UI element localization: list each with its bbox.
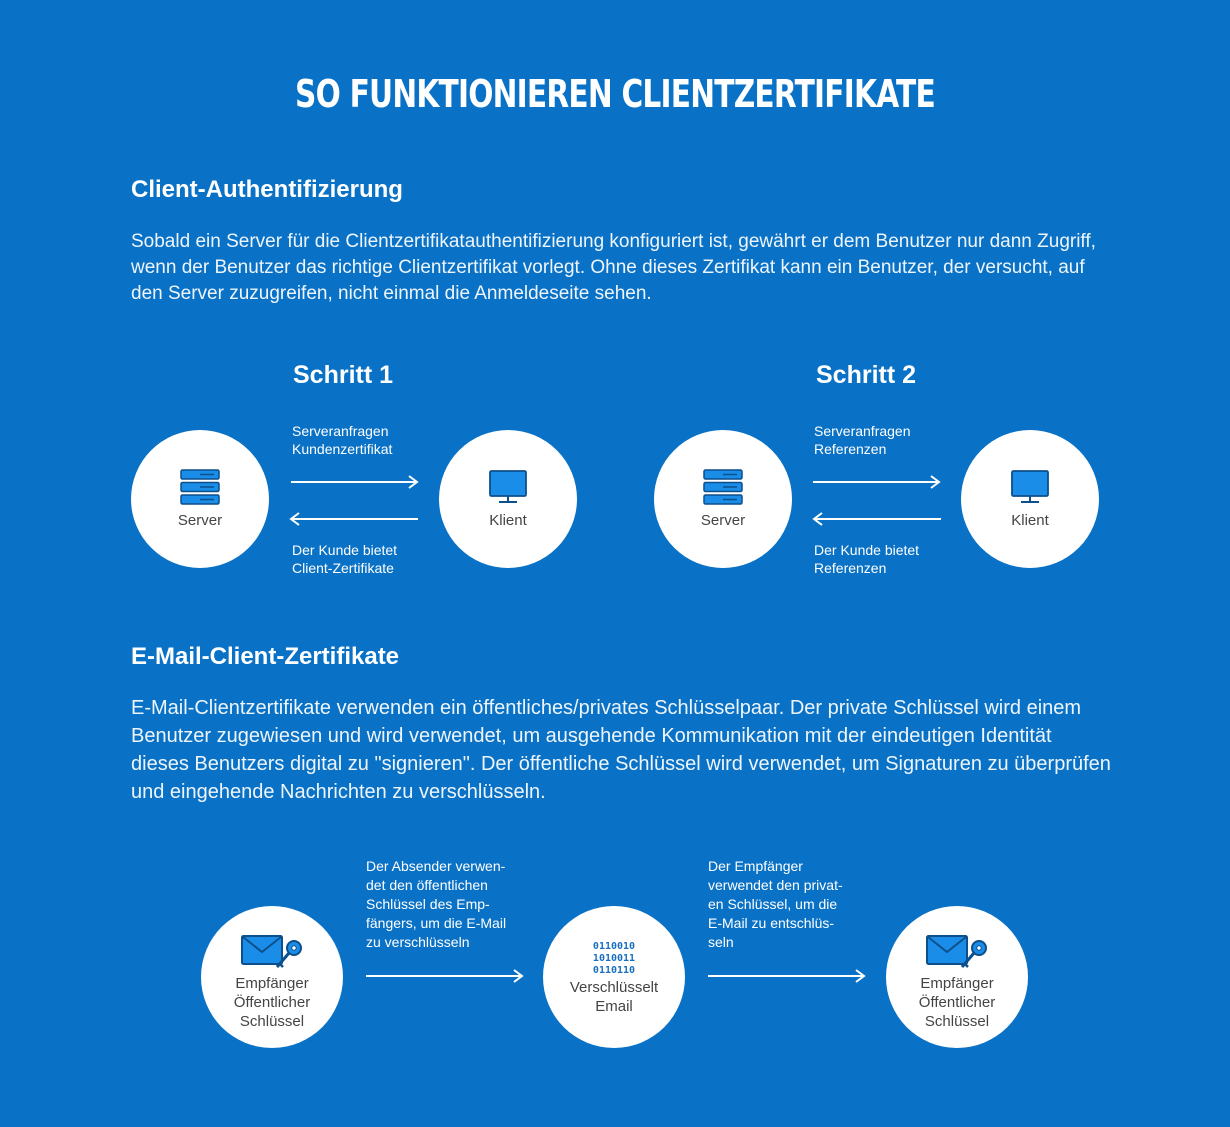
monitor-icon bbox=[488, 469, 528, 505]
step1-request-line2: Kundenzertifikat bbox=[292, 441, 393, 457]
email-step1-line: zu verschlüsseln bbox=[366, 934, 470, 950]
section-heading-email: E-Mail-Client-Zertifikate bbox=[131, 643, 400, 670]
step1-server-label: Server bbox=[177, 511, 223, 529]
step2-request-label bbox=[814, 422, 911, 458]
email-node2-label bbox=[570, 978, 658, 1016]
step2-request-line2: Referenzen bbox=[814, 441, 887, 457]
envelope-key-icon bbox=[925, 934, 989, 972]
step-title-1: Schritt 1 bbox=[292, 361, 394, 389]
step1-client-node bbox=[439, 430, 577, 568]
step2-client-label: Klient bbox=[1011, 511, 1049, 529]
email-node1-line: Öffentlicher bbox=[233, 993, 311, 1011]
email-step2-line: verwendet den privat- bbox=[708, 877, 843, 893]
email-node1-line: Empfänger bbox=[235, 974, 309, 992]
email-node2-line: Verschlüsselt bbox=[569, 979, 659, 996]
step1-client-label: Klient bbox=[489, 511, 527, 529]
email-arrow-2 bbox=[707, 966, 869, 986]
svg-text:0110010: 0110010 bbox=[592, 941, 636, 952]
email-node1-label bbox=[234, 974, 310, 1031]
email-step1-line: Schlüssel des Emp- bbox=[366, 896, 490, 912]
envelope-key-icon bbox=[240, 934, 304, 972]
email-node2-line: Email bbox=[595, 998, 633, 1015]
step1-response-line2: Client-Zertifikate bbox=[292, 560, 394, 576]
email-step2-line: en Schlüssel, um die bbox=[708, 896, 838, 912]
step2-arrow-left bbox=[811, 509, 943, 529]
section-body-client-auth: Sobald ein Server für die Clientzertifikatauthentifizierung konfiguriert ist, gewährt er dem Benutzer nur dann Zugriff, wenn der Benutzer das richtige Clientzertifikat vorlegt. Ohne dieses Zertifikat kann ein Benutzer, der versucht, auf den Server zuzugreifen, nicht einmal die Anmeldeseite sehen. bbox=[131, 231, 1096, 304]
email-node-recipient-public-key bbox=[201, 906, 343, 1048]
section-heading-client-auth: Client-Authentifizierung bbox=[131, 176, 403, 203]
email-node3-line: Öffentlicher bbox=[918, 993, 996, 1011]
svg-text:0110110: 0110110 bbox=[592, 965, 636, 974]
step2-response-label bbox=[814, 541, 919, 577]
step2-client-node bbox=[961, 430, 1099, 568]
server-icon bbox=[703, 469, 743, 505]
step1-response-line1: Der Kunde bietet bbox=[292, 542, 398, 558]
step1-request-label bbox=[292, 422, 392, 458]
email-step1-line: Der Absender verwen- bbox=[366, 858, 506, 874]
email-step2-line: Der Empfänger bbox=[708, 858, 803, 874]
step1-arrow-left bbox=[288, 509, 420, 529]
step2-response-line2: Referenzen bbox=[814, 560, 887, 576]
binary-code-icon bbox=[591, 940, 637, 974]
svg-text:1010011: 1010011 bbox=[592, 953, 636, 964]
email-node3-label bbox=[919, 974, 995, 1031]
step1-response-label bbox=[292, 541, 397, 577]
step1-server-node bbox=[131, 430, 269, 568]
email-step1-text bbox=[366, 857, 506, 952]
step1-arrow-right bbox=[290, 472, 422, 492]
email-step2-line: seln bbox=[708, 934, 734, 950]
step2-arrow-right bbox=[812, 472, 944, 492]
email-node-encrypted bbox=[543, 906, 685, 1048]
email-step2-line: E-Mail zu entschlüs- bbox=[708, 915, 835, 931]
step1-request-line1: Serveranfragen bbox=[292, 423, 389, 439]
step-title-2: Schritt 2 bbox=[815, 361, 917, 389]
monitor-icon bbox=[1010, 469, 1050, 505]
email-step1-line: fängers, um die E-Mail bbox=[366, 915, 507, 931]
email-arrow-1 bbox=[365, 966, 527, 986]
email-node-recipient-public-key-2 bbox=[886, 906, 1028, 1048]
step2-server-node bbox=[654, 430, 792, 568]
email-step2-text bbox=[708, 857, 843, 952]
email-node3-line: Schlüssel bbox=[924, 1012, 990, 1030]
step2-response-line1: Der Kunde bietet bbox=[814, 542, 920, 558]
email-step1-line: det den öffentlichen bbox=[366, 877, 488, 893]
server-icon bbox=[180, 469, 220, 505]
step2-request-line1: Serveranfragen bbox=[814, 423, 911, 439]
section-body-email: E-Mail-Clientzertifikate verwenden ein öffentliches/privates Schlüsselpaar. Der private Schlüssel wird einem Benutzer zugewiesen und wird verwendet, um ausgehende Kommunikation mit der eindeutigen Identität dieses Benutzers digital zu "signieren". Der öffentliche Schlüssel wird verwendet, um Signaturen zu überprüfen und eingehende Nachrichten zu verschlüsseln. bbox=[131, 697, 1111, 803]
page-title: SO FUNKTIONIEREN CLIENTZERTIFIKATE bbox=[295, 72, 935, 116]
email-node3-line: Empfänger bbox=[920, 974, 994, 992]
step2-server-label: Server bbox=[700, 511, 746, 529]
email-node1-line: Schlüssel bbox=[239, 1012, 305, 1030]
